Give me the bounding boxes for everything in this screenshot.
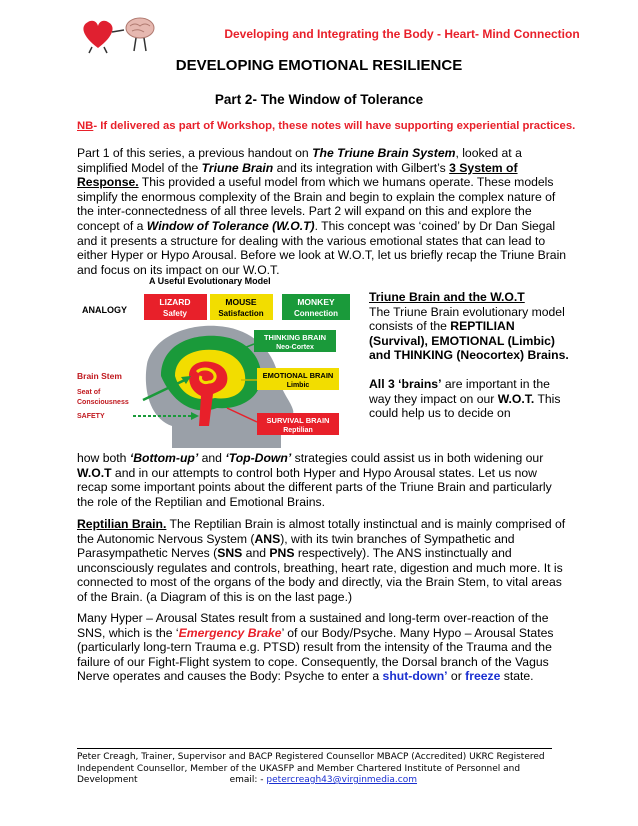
svg-text:MONKEY: MONKEY [297, 297, 335, 307]
svg-text:Safety: Safety [162, 309, 188, 318]
footer-divider [77, 748, 552, 749]
paragraph-reptilian: Reptilian Brain. The Reptilian Brain is almost totally instinctual and is mainly comprised of the Autonomic Nervous System (ANS), with its twin branches of Sympathetic and Parasympathetic Nerves (SNS and PNS respectively). The ANS instinctually and unconsciously regulates and controls, breathing, heart rate, digestion and much more. It is connected to most of the organs of the body and directly, via the Brain Stem, to vital areas of the Brain. (a Diagram of this is on the last page.) [77, 517, 566, 604]
svg-text:Reptilian: Reptilian [283, 427, 313, 434]
svg-text:SURVIVAL BRAIN: SURVIVAL BRAIN [266, 416, 330, 425]
svg-text:MOUSE: MOUSE [225, 297, 257, 307]
svg-text:EMOTIONAL BRAIN: EMOTIONAL BRAIN [262, 371, 334, 380]
svg-text:Satisfaction: Satisfaction [218, 309, 264, 318]
svg-text:Connection: Connection [294, 309, 338, 318]
svg-text:LIZARD: LIZARD [159, 297, 191, 307]
footer: Peter Creagh, Trainer, Supervisor and BACP Registered Counsellor MBACP (Accredited) UKRC Registered Independent Counsellor, Member of the UKASFP and Member Chartered Institute of Personnel and Development email: - petercreagh43@virginmedia.com [77, 752, 545, 785]
brain-icon [126, 18, 154, 38]
svg-text:Seat of: Seat of [77, 389, 101, 396]
brain-stem-label: Brain Stem [77, 371, 122, 381]
doc-subtitle: Part 2- The Window of Tolerance [214, 92, 424, 107]
heart-brain-logo [78, 14, 168, 54]
nb-note: NB- If delivered as part of Workshop, these notes will have supporting experiential practices. [77, 120, 576, 132]
header-title: Developing and Integrating the Body - Heart- Mind Connection [224, 27, 580, 41]
email-link[interactable]: petercreagh43@virginmedia.com [266, 775, 418, 785]
svg-text:Neo-Cortex: Neo-Cortex [276, 344, 314, 351]
figure-title: A Useful Evolutionary Model [149, 276, 271, 286]
svg-text:Limbic: Limbic [286, 382, 310, 389]
paragraph-arousal: Many Hyper – Arousal States result from a sustained and long-term over-reaction of the SNS, which is the ‘Emergency Brake’ of our Body/Psyche. Many Hypo – Arousal States (particularly long-tern Trauma e.g. PTSD) result from the intensity of the Trauma and the failure of our Fight-Flight system to cope. Consequently, the Dorsal branch of the Vagus Nerve operates and causes the Body: Psyche to enter a shut-down’ or freeze state. [77, 611, 554, 684]
heart-icon [83, 21, 112, 48]
side-note: Triune Brain and the W.O.T The Triune Brain evolutionary model consists of the REPTILIAN (Survival), EMOTIONAL (Limbic) and THINKING (Neocortex) Brains. All 3 ‘brains’ are important in the way they impact on our W.O.T. This could help us to decide on [369, 290, 569, 421]
svg-text:Consciousness: Consciousness [77, 399, 129, 406]
paragraph-strategies: how both ‘Bottom-up’ and ‘Top-Down’ strategies could assist us in both widening our W.O.T and in our attempts to control both Hyper and Hypo Arousal states. Let us now recap some important points about the different parts of the Triune Brain and particularly the role of the Reptilian and Emotional Brains. [77, 451, 552, 509]
analogy-label: ANALOGY [82, 305, 127, 315]
triune-brain-figure [77, 276, 369, 448]
svg-text:THINKING BRAIN: THINKING BRAIN [263, 333, 327, 342]
paragraph-intro: Part 1 of this series, a previous handout on The Triune Brain System, looked at a simplified Model of the Triune Brain and its integration with Gilbert’s 3 System of Response. This provided a useful model from which we humans operate. These models simplify the enormous complexity of the Brain and begin to explain the complex nature of the inter-connectedness of all three levels. Part 2 will expand on this and explore the concept of a Window of Tolerance (W.O.T). This concept was ‘coined’ by Dr Dan Siegal and it presents a structure for dealing with the various emotional states that can lead to either Hyper or Hypo Arousal. Before we look at W.O.T, let us briefly recap the Triune Brain and focus on its impact on our W.O.T. [77, 146, 567, 277]
safety-label: SAFETY [77, 413, 105, 420]
doc-title: DEVELOPING EMOTIONAL RESILIENCE [175, 57, 463, 74]
